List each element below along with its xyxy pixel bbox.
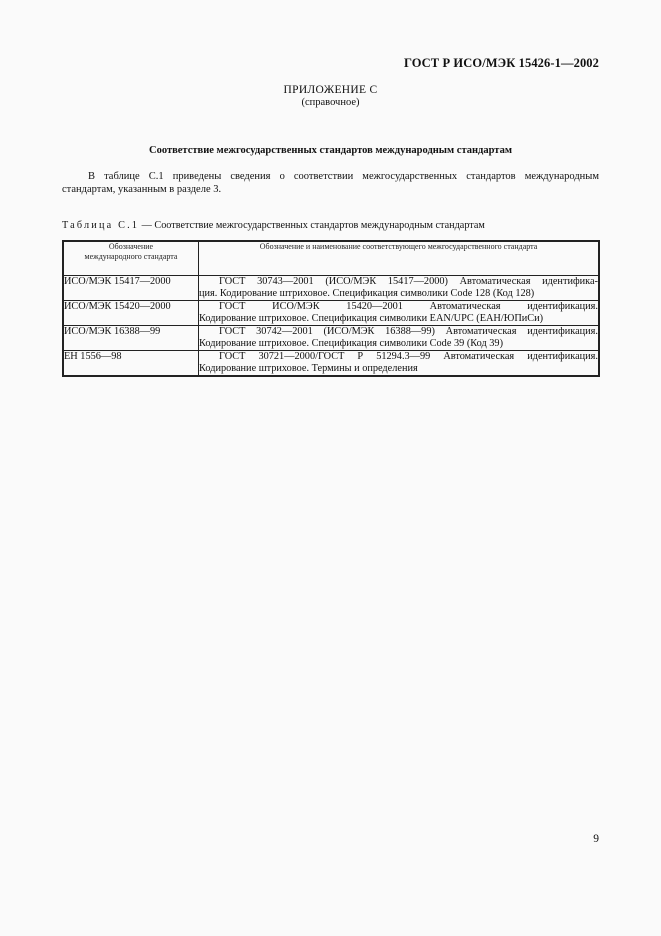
table-caption-text: — Соответствие межгосударственных стандартов международным стандартам [139,220,485,231]
intro-paragraph [62,170,599,196]
description-line-2: Кодирование штриховое. Спецификация символики EAN/UPC (ЕАН/ЮПиСи) [199,313,544,324]
international-code-cell: ИСО/МЭК 15417—2000 [63,276,199,301]
section-title: Соответствие межгосударственных стандартов международным стандартам [149,145,512,156]
table-row [63,326,599,351]
header-interstate-standard: Обозначение и наименование соответствующего межгосударственного стандарта [199,241,600,276]
table-caption [62,220,485,231]
international-code-cell: ИСО/МЭК 15420—2000 [63,301,199,326]
description-line-2: Кодирование штриховое. Термины и определения [199,363,418,374]
table-row [63,301,599,326]
interstate-standard-cell [199,351,600,377]
header-col1-line1: Обозначение [108,242,154,251]
international-code-cell: ИСО/МЭК 16388—99 [63,326,199,351]
intro-line-2: стандартам, указанным в разделе 3. [62,184,222,195]
table-row [63,276,599,301]
header-col1-line2: международного стандарта [84,252,178,261]
international-code-cell: ЕН 1556—98 [63,351,199,377]
table-caption-prefix: Таблица С.1 [62,220,140,231]
intro-line-1: В таблице С.1 приведены сведения о соответствии межгосударственных стандартов международным [88,171,599,182]
document-header: ГОСТ Р ИСО/МЭК 15426-1—2002 [403,56,599,70]
description-line-1: ГОСТ ИСО/МЭК 15420—2001 Автоматическая идентификация. [219,301,598,312]
description-line-2: ция. Кодирование штриховое. Спецификация символики Code 128 (Код 128) [199,288,535,299]
interstate-standard-cell [199,301,600,326]
appendix-title: ПРИЛОЖЕНИЕ С [283,84,378,96]
correspondence-table [62,240,600,377]
table-row [63,351,599,377]
description-line-1: ГОСТ 30742—2001 (ИСО/МЭК 16388—99) Автоматическая идентификация. [219,326,598,337]
description-line-2: Кодирование штриховое. Спецификация символики Code 39 (Код 39) [199,338,504,349]
table-header-row [63,241,599,276]
header-international-standard [63,241,199,276]
page-number: 9 [593,833,599,845]
interstate-standard-cell [199,326,600,351]
appendix-subtitle: (справочное) [301,97,360,108]
interstate-standard-cell [199,276,600,301]
description-line-1: ГОСТ 30721—2000/ГОСТ Р 51294.3—99 Автоматическая идентификация. [219,351,598,362]
description-line-1: ГОСТ 30743—2001 (ИСО/МЭК 15417—2000) Автоматическая идентифика- [219,276,598,287]
